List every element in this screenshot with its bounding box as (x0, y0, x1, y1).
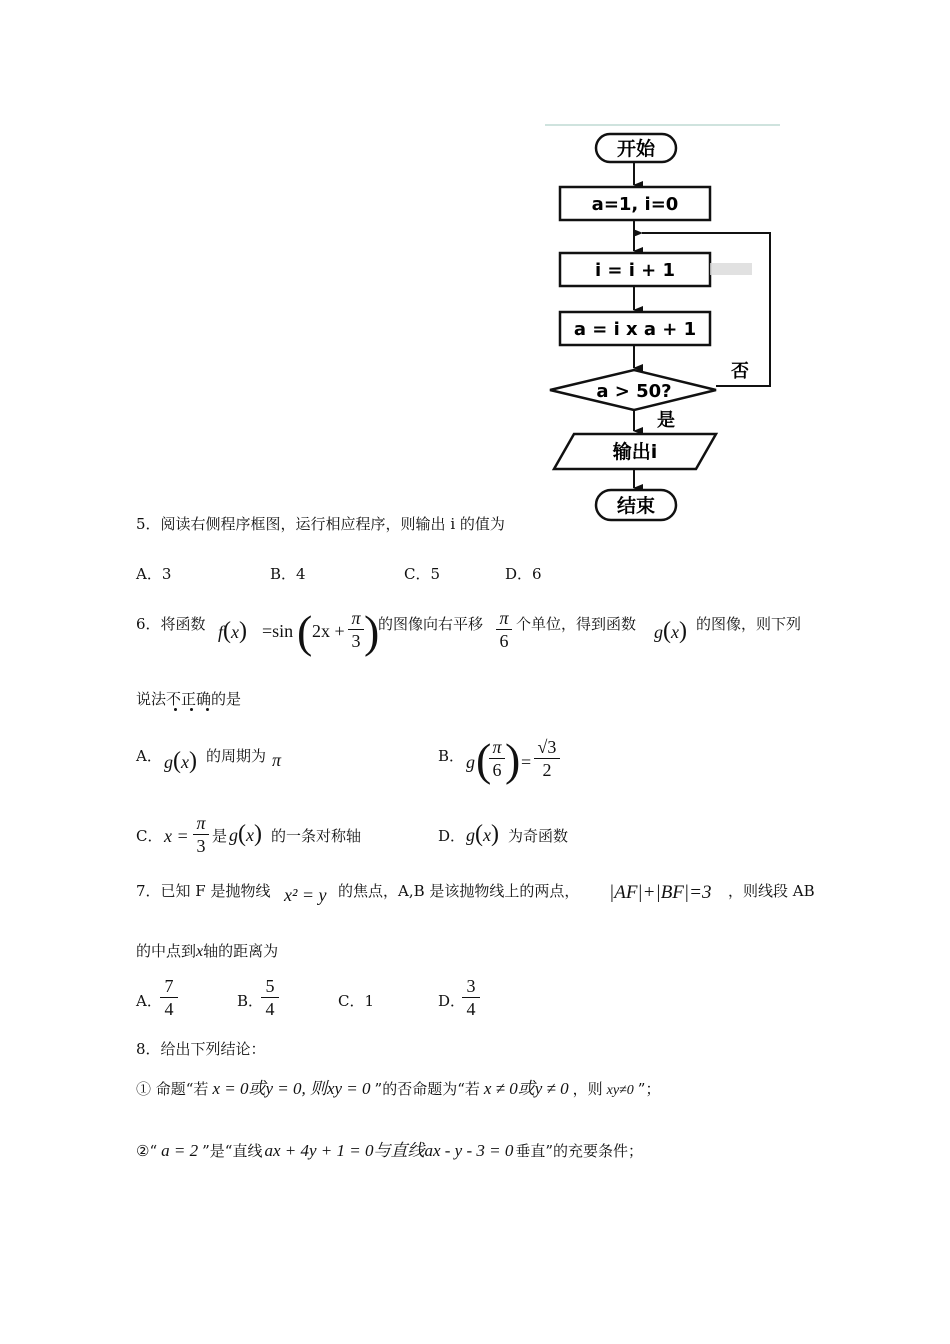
q6-option-c-label: C． (136, 827, 163, 845)
q6-option-a-pi: π (272, 750, 282, 770)
q6-option-b-frac: π 6 (489, 737, 505, 780)
q6-option-c-gx: g(x) (229, 821, 262, 847)
flowchart-step2-label: a = i x a + 1 (573, 319, 697, 340)
q6-option-a-label: A． (136, 747, 162, 765)
q7-option-b-frac: 5 4 (261, 976, 279, 1019)
q6-option-c-text: 是 (212, 827, 228, 845)
flowchart-smudge (710, 263, 752, 275)
flowchart-init-label: a=1, i=0 (591, 194, 679, 215)
q6-emph-dot (206, 708, 209, 711)
q6-option-d-label: D． (438, 827, 466, 845)
flowchart-condition-label: a > 50? (596, 381, 672, 402)
q8-stem: 8．给出下列结论： (136, 1040, 266, 1058)
q6-mid1: 的图像向右平移 (378, 615, 484, 633)
q6-line2: 说法不正确的是 (136, 690, 242, 708)
q7-option-b-label: B． (237, 992, 264, 1010)
q6-mid2: 个单位，得到函数 (516, 615, 637, 633)
q6-option-c-xeq: x = (164, 826, 189, 846)
flowchart-end-label: 结束 (616, 495, 656, 517)
q7-prefix: 7．已知 F 是抛物线 (136, 882, 271, 900)
q8-item2: ②“ a = 2 ”是“直线 ax + 4y + 1 = 0与直线ax - y - 3 = 0 垂直”的充要条件； (136, 1141, 644, 1160)
q6-option-b-g: g (466, 752, 475, 772)
q7-option-c: C．1 (338, 992, 375, 1010)
q5-option-b: B．4 (270, 565, 306, 583)
q6-paren-left: ( (297, 606, 313, 657)
q6-prefix: 6．将函数 (136, 615, 206, 633)
q6-option-a-text: 的周期为 (206, 747, 267, 765)
flowchart-start-label: 开始 (616, 138, 656, 160)
q7-tail: ，则线段 AB (728, 882, 815, 900)
q6-option-b-label: B． (438, 747, 465, 765)
q6-option-a-gx: g(x) (164, 748, 197, 774)
flowchart-output-label: 输出i (612, 441, 658, 463)
q7-option-d-frac: 3 4 (462, 976, 480, 1019)
q6-gx: g(x) (654, 618, 687, 644)
q6-option-b-frac-sqrt3: √3 2 (534, 737, 560, 780)
q6-frac-pi-6: π 6 (496, 608, 512, 651)
q5-option-a: A．3 (136, 565, 172, 583)
q6-paren-right: ) (364, 606, 380, 657)
q6-tail: 的图像，则下列 (696, 615, 802, 633)
q7-option-d-label: D． (438, 992, 466, 1010)
q6-option-c-frac: π 3 (193, 813, 209, 856)
flowchart-step1-label: i = i + 1 (594, 260, 676, 281)
q7-abs-expr: |AF|+|BF|=3 (609, 882, 712, 903)
q6-emph-dot (174, 708, 177, 711)
q5-option-c: C．5 (404, 565, 441, 583)
q6-frac-pi-3: π 3 (348, 608, 364, 651)
q6-option-b-paren-right: ) (505, 734, 521, 785)
q6-option-c-tail: 的一条对称轴 (271, 827, 362, 845)
q8-item1: ① 命题“若 x = 0或y = 0, 则xy = 0 ”的否命题为“若 x ≠ 0或y ≠ 0 ，则 xy≠0 ”； (136, 1079, 661, 1098)
q6-option-b-eq: = (521, 752, 532, 772)
flowchart-no-label: 否 (731, 361, 749, 382)
q5-option-d: D．6 (505, 565, 542, 583)
q6-fx: f(x) (218, 618, 248, 644)
flowchart (530, 115, 790, 530)
q7-option-a-frac: 7 4 (160, 976, 178, 1019)
flowchart-yes-label: 是 (657, 410, 675, 431)
q6-option-d-text: 为奇函数 (508, 827, 569, 845)
q7-line2: 的中点到x轴的距离为 (136, 942, 279, 960)
q6-option-b-paren-left: ( (476, 734, 492, 785)
q6-emph-dot (190, 708, 193, 711)
q6-eq-sin: =sin (262, 621, 294, 641)
q7-option-a-label: A． (136, 992, 162, 1010)
q7-parabola: x² = y (284, 885, 327, 905)
q5-stem: 5．阅读右侧程序框图，运行相应程序，则输出 i 的值为 (136, 515, 505, 533)
q7-mid: 的焦点，A,B 是该抛物线上的两点， (338, 882, 580, 900)
q6-option-d-gx: g(x) (466, 821, 499, 847)
q6-two-x-plus: 2x + (312, 621, 345, 641)
